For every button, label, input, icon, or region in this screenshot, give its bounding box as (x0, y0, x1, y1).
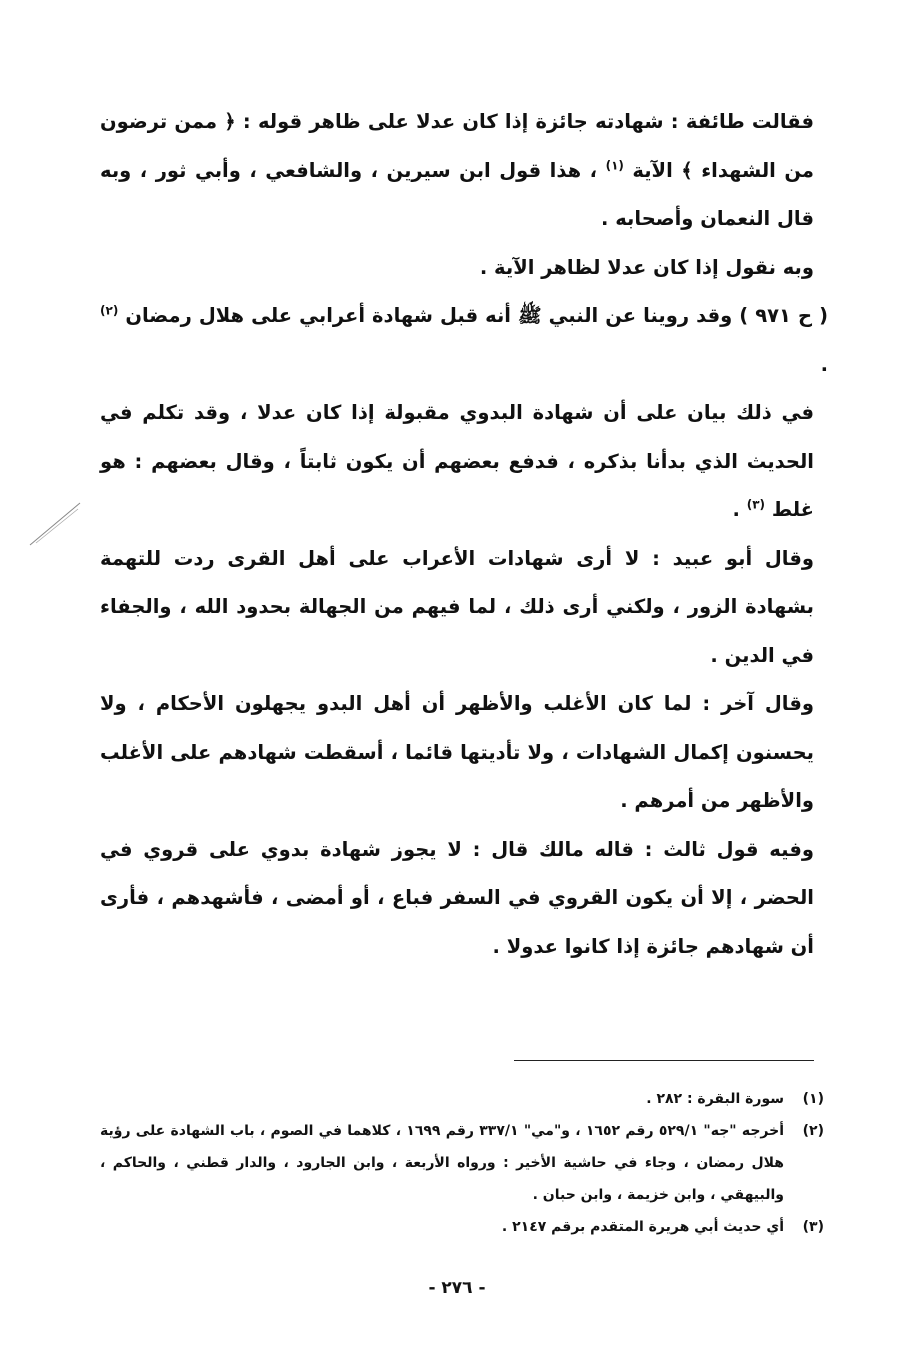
page-number: - ٢٧٦ - (428, 1278, 486, 1298)
footnote-number: (١) (802, 1091, 824, 1107)
footnote-item (100, 1115, 824, 1211)
text-segment: . (820, 352, 828, 376)
margin-pen-mark (28, 497, 98, 547)
paragraph-explanation (100, 389, 814, 535)
paragraph-abu-ubaid: وقال أبو عبيد : لا أرى شهادات الأعراب على أهل القرى ردت للتهمة بشهادة الزور ، ولكني أرى ذلك ، لما فيهم من الجهالة بحدود الله ، والجفاء في الدين . (100, 546, 814, 667)
footnote-divider (514, 1060, 814, 1061)
paragraph-third-view: وفيه قول ثالث : قاله مالك قال : لا يجوز شهادة بدوي على قروي في الحضر ، إلا أن يكون القروي في السفر فباع ، أو أمضى ، فأشهدهم ، فأرى أن شهادهم جائزة إذا كانوا عدولا . (100, 837, 814, 958)
paragraph-hadith-971 (100, 292, 828, 389)
footnote-item (100, 1083, 824, 1115)
footnote-text: سورة البقرة : ٢٨٢ . (646, 1091, 784, 1107)
footnote-text: أخرجه "جه" ٥٢٩/١ رقم ١٦٥٢ ، و"مي" ٣٣٧/١ رقم ١٦٩٩ ، كلاهما في الصوم ، باب الشهادة على رؤية هلال رمضان ، وجاء في حاشية الأخير : ورواه الأربعة ، وابن الجارود ، والدار قطني ، والحاكم ، والبيهقي ، وابن خزيمة ، وابن حبان . (100, 1123, 785, 1203)
footnote-ref-3: (٣) (746, 497, 766, 512)
footnote-ref-2: (٢) (100, 303, 119, 318)
footnotes (100, 1083, 824, 1243)
footnote-number: (٢) (802, 1123, 824, 1139)
footnote-text: أي حديث أبي هريرة المتقدم برقم ٢١٤٧ . (501, 1219, 784, 1235)
text-segment: . (732, 498, 740, 521)
paragraph-first-opinion (100, 98, 814, 244)
book-page (100, 98, 828, 1367)
text-segment: ( ح ٩٧١ ) وقد روينا عن النبي ﷺ أنه قبل شهادة أعرابي على هلال رمضان (125, 304, 828, 327)
footnote-number: (٣) (802, 1219, 824, 1235)
text-segment: ، هذا قول ابن سيرين ، والشافعي ، وأبي ثور ، وبه قال النعمان وأصحابه . (100, 158, 814, 230)
footnote-ref-1: (١) (605, 158, 624, 172)
text-segment: فقالت طائفة : شهادته جائزة إذا كان عدلا على ظاهر قوله : ﴿ ممن ترضون من الشهداء ﴾ الآية (100, 110, 814, 182)
paragraph-our-view: وبه نقول إذا كان عدلا لظاهر الآية . (479, 255, 814, 279)
paragraph-another-view: وقال آخر : لما كان الأغلب والأظهر أن أهل البدو يجهلون الأحكام ، ولا يحسنون إكمال الشهادات ، ولا تأديتها قائما ، أسقطت شهادهم على الأغلب والأظهر من أمرهم . (100, 692, 814, 812)
main-text (100, 98, 828, 971)
footnote-item (100, 1211, 824, 1243)
text-segment: في ذلك بيان على أن شهادة البدوي مقبولة إذا كان عدلا ، وقد تكلم في الحديث الذي بدأنا بذكره ، فدفع بعضهم أن يكون ثابتاً ، وقال بعضهم : هو غلط (100, 401, 814, 521)
